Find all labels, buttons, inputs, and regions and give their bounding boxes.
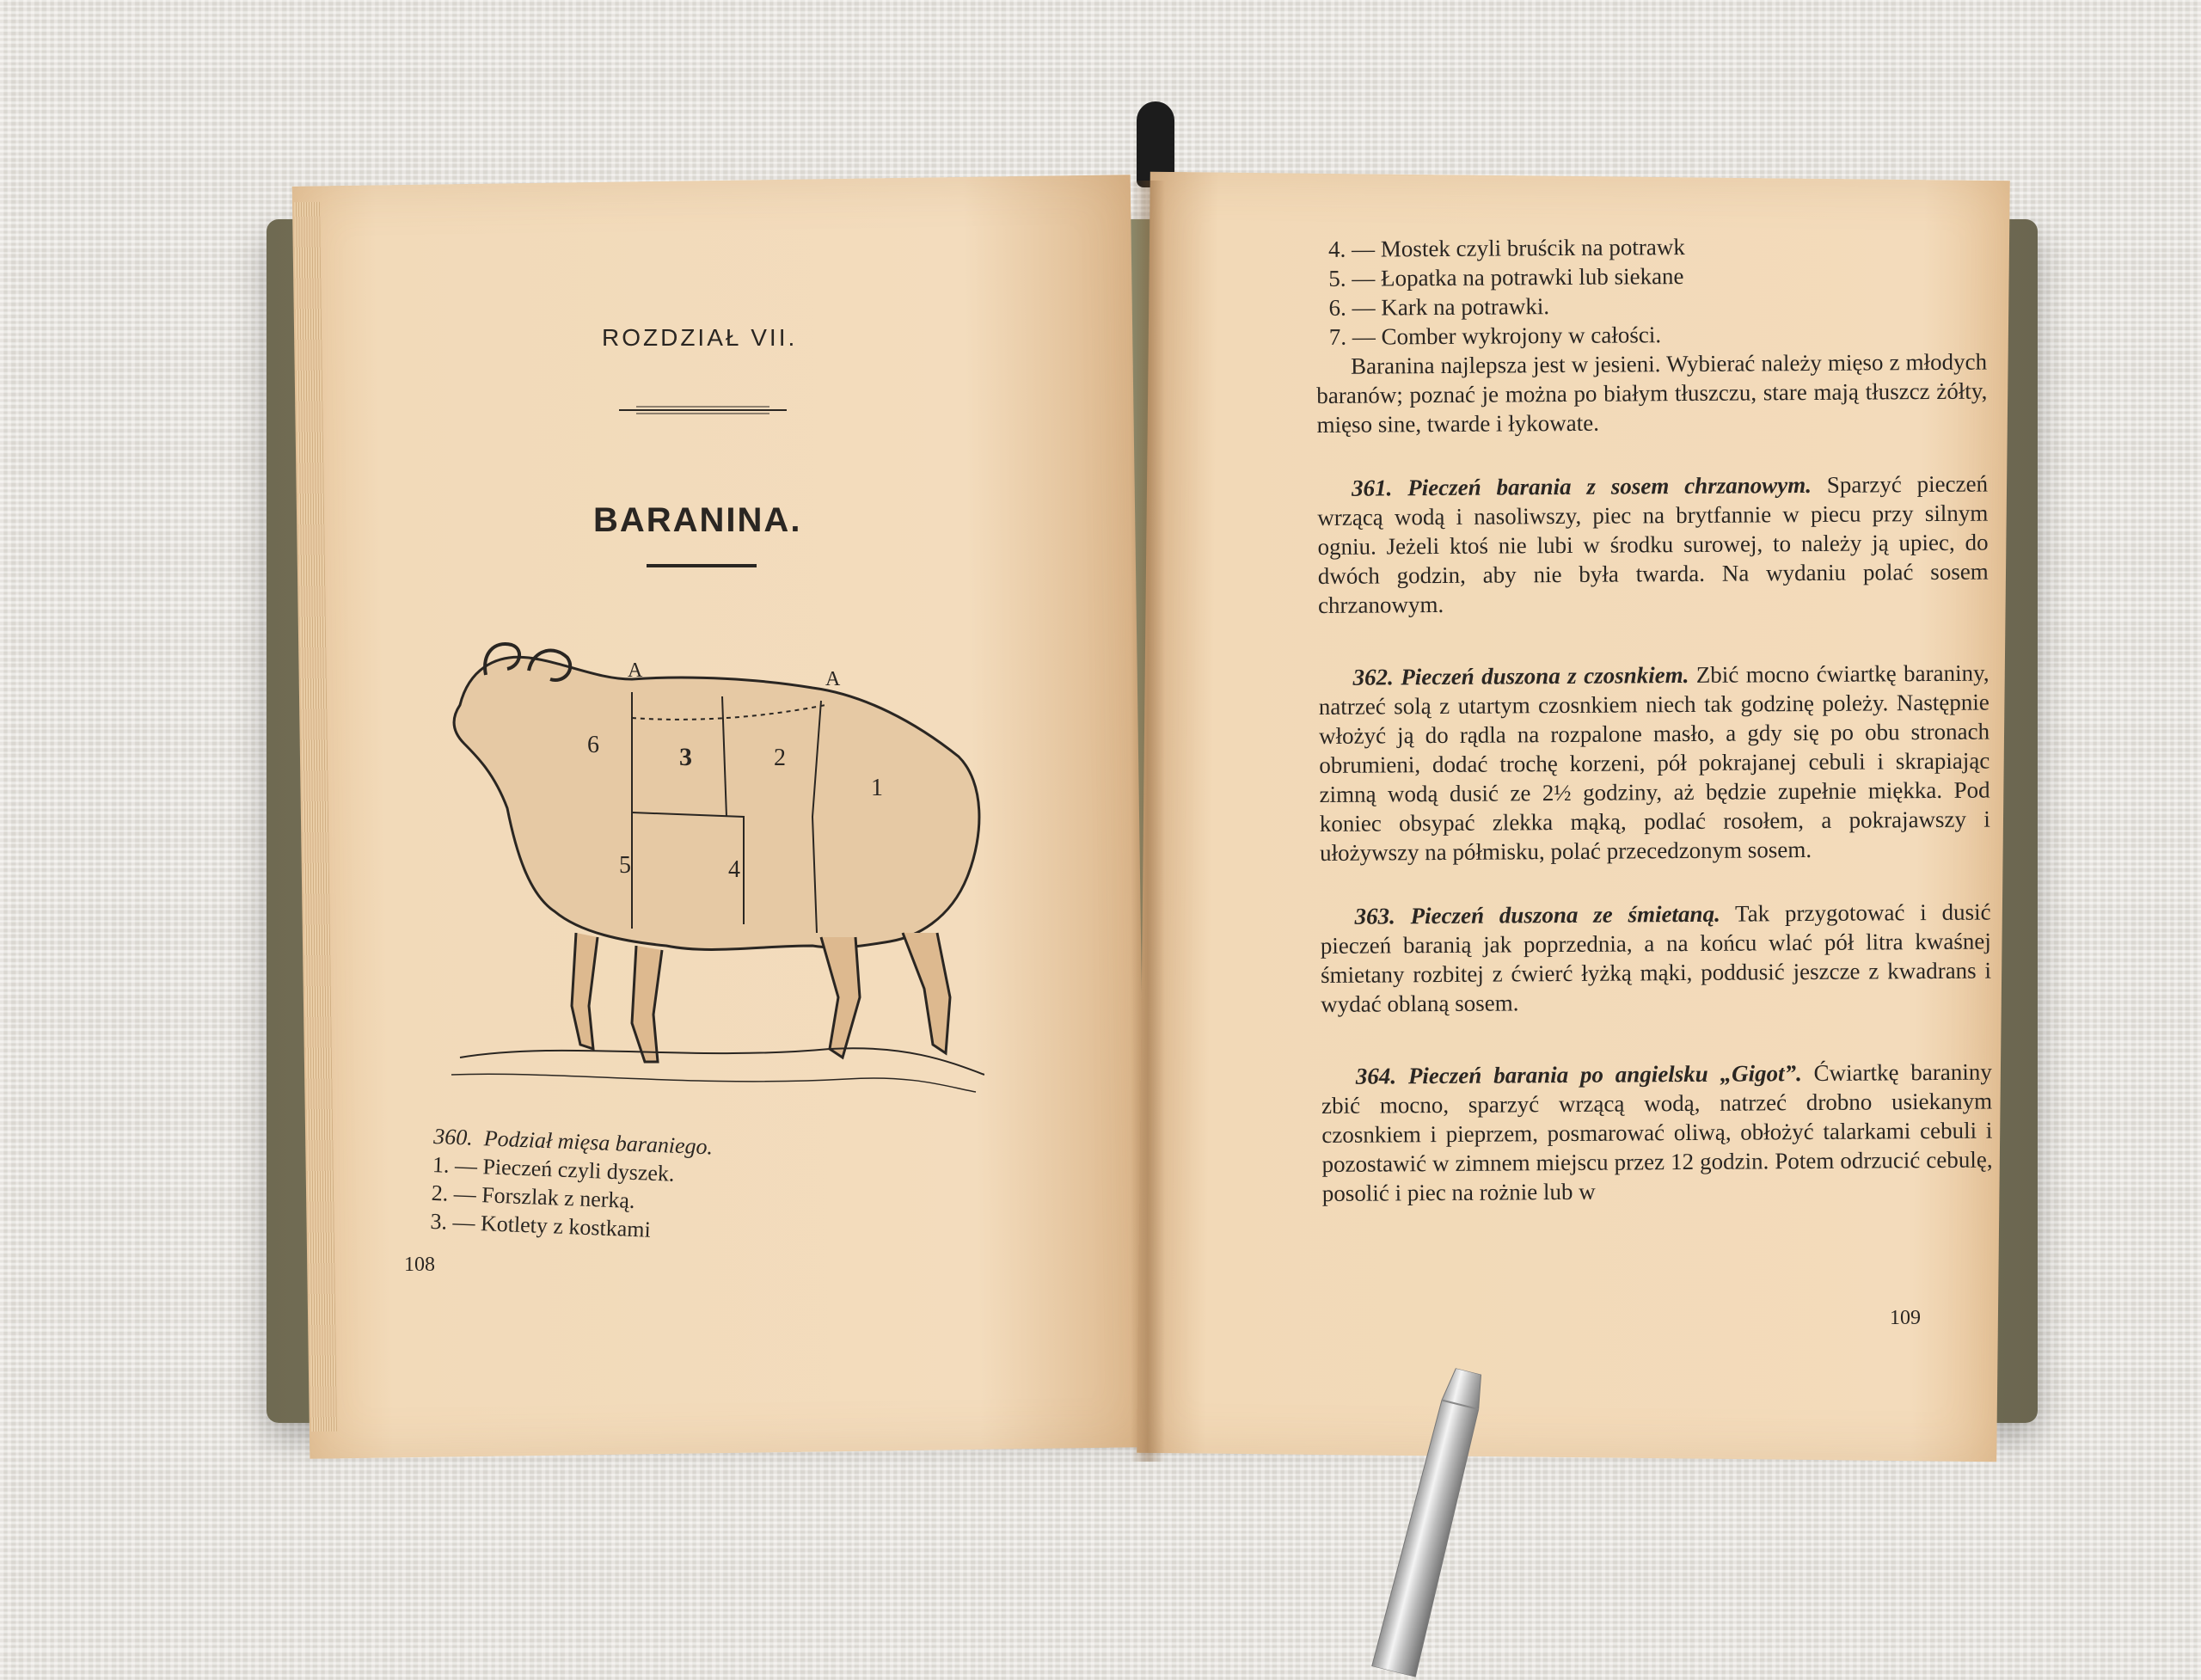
caption-item-1: 1. — Pieczeń czyli dyszek. (432, 1151, 676, 1186)
cut-item-6: 6. — Kark na potrawki. (1328, 293, 1550, 321)
caption-title: Podział mięsa baraniego. (483, 1125, 714, 1160)
recipe-363-text: Tak przygotować i dusić pieczeń baranią jak poprzednia, a na końcu wlać pół litra kwaśnej śmietany rozbitej z ćwierć łyżką mąki, poddusić jeszcze z kwadrans i wydać oblaną sosem. (1320, 898, 1992, 1017)
recipe-362-text: Zbić mocno ćwiartkę baraniny, natrzeć solą z utartym czosnkiem niech tak godzinę poleży. Następnie włożyć ją do rądla na rozpalone masło, a gdy się po obu stronach obrumieni, dodać trochę korzeni, pół pokrajanej cebuli i skrapiając zimną wodą dusić ze 2½ godziny, aż będzie zupełnie miękka. Pod koniec obsypać zlekka mąką, podlać rosołem, a pokrajawszy i ułożywszy na półmisku, polać przecedzonym sosem. (1318, 659, 1990, 866)
recipe-364-title: Pieczeń barania po angielsku „Gigot”. (1407, 1060, 1802, 1089)
decorative-rule (619, 404, 787, 416)
recipe-364-text: Ćwiartkę baraniny zbić mocno, sparzyć wrzącą wodą, natrzeć drobno usiekanym czosnkiem i pieprzem, posmarować oliwą, obłożyć talarkami cebuli i pozostawić w zimnem miejscu przez 12 godzin. Potem odrzucić cebulę, posolić i piec na rożnie lub w (1321, 1058, 1993, 1206)
recipe-362 (1318, 659, 1990, 868)
recipe-361-text: Sparzyć pieczeń wrzącą wodą i nasoliwszy, piec na brytfannie w piecu przy silnym ogniu. Jeżeli ktoś nie lubi w środku surowej, to należy ją upiec, do dwóch godzin, aby nie była twarda. Na wydaniu polać sosem chrzanowym. (1317, 470, 1989, 618)
recipe-361-title: Pieczeń barania z sosem chrzanowym. (1407, 471, 1812, 501)
recipe-363-title: Pieczeń duszona ze śmietaną. (1410, 900, 1720, 929)
cut-label-4: 4 (728, 856, 740, 883)
sheep-cuts-diagram (434, 593, 984, 1126)
recipe-362-number: 362. (1352, 664, 1394, 690)
caption-item-3: 3. — Kotlety z kostkami (430, 1208, 652, 1242)
cut-label-5: 5 (619, 852, 631, 879)
cut-label-1: 1 (871, 775, 883, 801)
recipe-363-number: 363. (1354, 903, 1395, 929)
sheep-illustration (451, 644, 984, 1092)
right-page-text (1315, 230, 1993, 1208)
recipe-361-number: 361. (1351, 475, 1393, 501)
diagram-caption (430, 1122, 714, 1246)
cut-item-4: 4. — Mostek czyli bruścik na potrawk (1328, 234, 1685, 262)
recipe-364-number: 364. (1355, 1063, 1397, 1089)
cut-item-7: 7. — Comber wykrojony w całości. (1328, 322, 1662, 350)
recipe-362-title: Pieczeń duszona z czosnkiem. (1401, 661, 1689, 690)
cut-item-5: 5. — Łopatka na potrawki lub siekane (1328, 263, 1684, 291)
page-number-right: 109 (1890, 1307, 1921, 1329)
cut-label-3: 3 (679, 743, 692, 771)
chapter-heading: ROZDZIAŁ VII. (602, 324, 798, 351)
recipe-361 (1317, 469, 1989, 620)
cut-label-6: 6 (587, 732, 599, 758)
cut-label-2: 2 (774, 745, 786, 771)
intro-paragraph: Baranina najlepsza jest w jesieni. Wybierać należy mięso z młodych baranów; poznać je można po białym tłuszczu, stare mają tłuszcz żółty, mięso sine, twarde i łykowate. (1316, 348, 1988, 438)
caption-item-2: 2. — Forszlak z nerką. (431, 1180, 636, 1214)
recipe-364 (1321, 1058, 1993, 1208)
recipe-363 (1320, 898, 1991, 1019)
page-number-left: 108 (404, 1254, 435, 1276)
book-gutter (1131, 181, 1165, 1462)
title-underline (647, 564, 757, 567)
cut-label-a-right: A (825, 668, 841, 690)
caption-number: 360. (432, 1123, 474, 1150)
chapter-title: BARANINA. (593, 501, 802, 539)
cut-label-a-left: A (628, 659, 643, 682)
